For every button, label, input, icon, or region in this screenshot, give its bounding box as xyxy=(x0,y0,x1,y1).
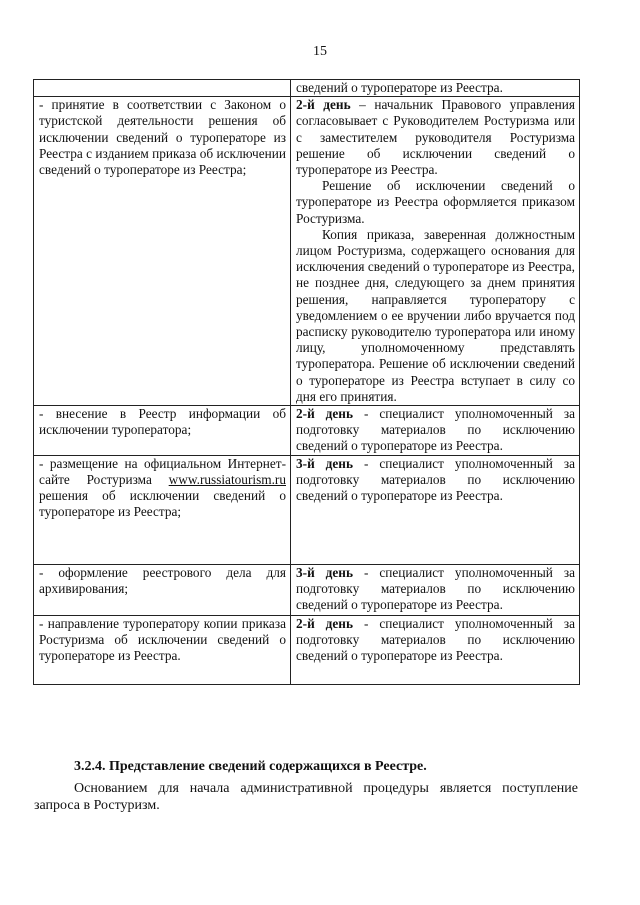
day-label: 3-й день xyxy=(296,455,354,471)
website-link[interactable]: www.russiatourism.ru xyxy=(168,471,286,487)
body-paragraph: Основанием для начала административной процедуры является поступление запроса в Ростуризм. xyxy=(34,781,578,813)
day-label: 2-й день xyxy=(296,97,351,113)
table-row xyxy=(34,80,580,97)
action-cell: - оформление реестрового дела для архивирования; xyxy=(34,564,291,615)
timing-cell xyxy=(291,97,580,406)
timing-cell xyxy=(291,564,580,615)
action-cell: - внесение в Реестр информации об исключении туроператора; xyxy=(34,406,291,456)
table-row xyxy=(34,406,580,456)
action-cell: - направление туроператору копии приказа Ростуризма об исключении сведений о туроператоре из Реестра. xyxy=(34,615,291,684)
section-title: 3.2.4. Представление сведений содержащихся в Реестре. xyxy=(74,759,427,774)
action-cell xyxy=(34,455,291,564)
action-text: решения об исключении сведений о туроператоре из Реестра; xyxy=(39,488,286,520)
timing-text: – начальник Правового управления согласовывает с Руководителем Ростуризма или с заместителем руководителя Ростуризма решение об исключении сведений о туроператоре из Реестра. xyxy=(296,97,575,178)
timing-cell xyxy=(291,80,580,97)
table-row xyxy=(34,97,580,406)
procedure-table xyxy=(33,79,580,685)
day-label: 2-й день xyxy=(296,615,354,631)
timing-cell xyxy=(291,455,580,564)
day-label: 3-й день xyxy=(296,564,354,580)
day-label: 2-й день xyxy=(296,406,354,422)
timing-cell xyxy=(291,615,580,684)
timing-paragraph: Копия приказа, заверенная должностным лицом Ростуризма, содержащего основания для исключения сведений о туроператоре из Реестра, не позднее дня, следующего за днем принятия решения, направляется туроператору с уведомлением о ее вручении либо вручается под расписку руководителю туроператора или иному лицу, уполномоченному представлять туроператора. Решение об исключении сведений о туроператоре из Реестра вступает в силу со дня его принятия. xyxy=(296,226,575,404)
timing-text: - специалист уполномоченный за подготовку материалов по исключению сведений о туроператоре из Реестра. xyxy=(296,615,575,664)
table-row xyxy=(34,455,580,564)
action-cell: - принятие в соответствии с Законом о туристской деятельности решения об исключении сведений о туроператоре из Реестра с изданием приказа об исключении сведений о туроператоре из Реестра; xyxy=(34,97,291,406)
action-text: - размещение на официальном Интернет-сайте Ростуризма xyxy=(39,455,286,487)
timing-cell xyxy=(291,406,580,456)
table-row xyxy=(34,564,580,615)
timing-text: - специалист уполномоченный за подготовку материалов по исключению сведений о туроператоре из Реестра. xyxy=(296,564,575,613)
timing-text: сведений о туроператоре из Реестра. xyxy=(296,80,503,95)
timing-text: - специалист уполномоченный за подготовку материалов по исключению сведений о туроператоре из Реестра. xyxy=(296,455,575,504)
action-cell xyxy=(34,80,291,97)
timing-text: - специалист уполномоченный за подготовку материалов по исключению сведений о туроператоре из Реестра. xyxy=(296,406,575,454)
page-number: 15 xyxy=(313,44,327,59)
table-row xyxy=(34,615,580,684)
timing-paragraph: Решение об исключении сведений о туроператоре из Реестра оформляется приказом Ростуризма. xyxy=(296,178,575,226)
